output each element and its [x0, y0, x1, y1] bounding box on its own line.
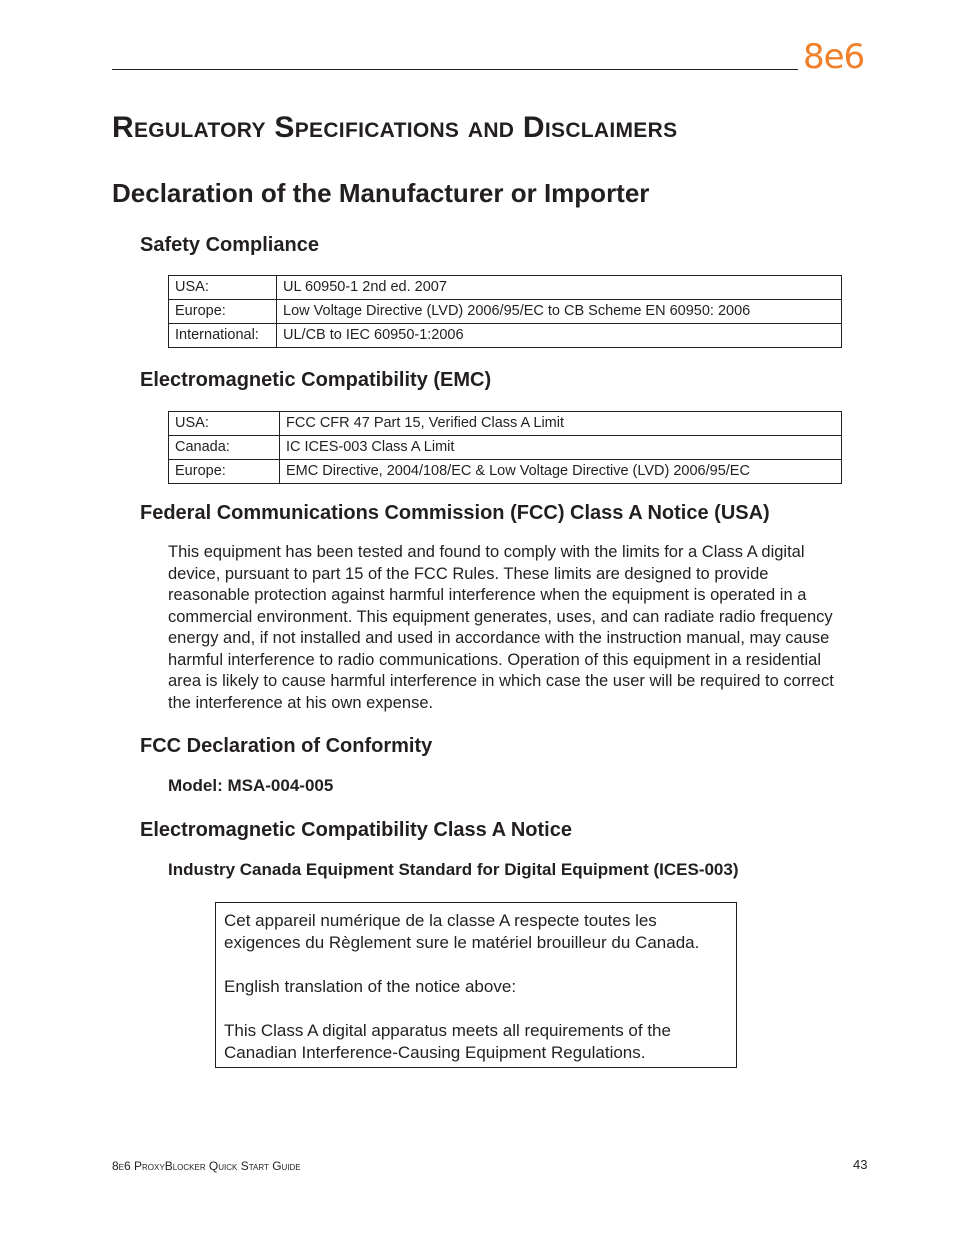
- table-cell-label: Europe:: [169, 460, 280, 484]
- table-cell-value: UL/CB to IEC 60950-1:2006: [277, 324, 842, 348]
- notice-translation-colon: :: [511, 977, 517, 996]
- model-label: Model: MSA-004-005: [168, 776, 334, 795]
- table-row: [169, 300, 842, 324]
- notice-english-text: This Class A digital apparatus meets all requirements of the Canadian Interference-Causing Equipment Regulations.: [224, 1021, 671, 1062]
- table-cell-label: USA:: [169, 412, 280, 436]
- table-row: [169, 412, 842, 436]
- notice-french-text: Cet appareil numérique de la classe A respecte toutes les exigences du Règlement sure le matériel brouilleur du Canada.: [224, 911, 700, 952]
- table-cell-value: EMC Directive, 2004/108/EC & Low Voltage Directive (LVD) 2006/95/EC: [280, 460, 842, 484]
- table-cell-label: Europe:: [169, 300, 277, 324]
- ices-subheading: Industry Canada Equipment Standard for Digital Equipment (ICES-003): [168, 860, 739, 879]
- fcc-heading: Federal Communications Commission (FCC) Class A Notice (USA): [140, 502, 770, 524]
- conformity-heading: FCC Declaration of Conformity: [140, 735, 433, 757]
- table-cell-label: USA:: [169, 276, 277, 300]
- notice-translation-label: English translation of the notice above: [224, 977, 512, 996]
- table-cell-value: FCC CFR 47 Part 15, Verified Class A Limit: [280, 412, 842, 436]
- page-title: Regulatory Specifications and Disclaimers: [112, 111, 678, 144]
- section-title: Declaration of the Manufacturer or Importer: [112, 178, 650, 208]
- notice-translation-line: [224, 976, 728, 998]
- footer-page-number: 43: [853, 1157, 868, 1172]
- table-cell-label: Canada:: [169, 436, 280, 460]
- brand-logo: 8e6: [803, 37, 865, 77]
- footer-guide-title: 8e6 ProxyBlocker Quick Start Guide: [112, 1159, 301, 1173]
- ices-notice-box: [215, 902, 737, 1068]
- header-rule: [112, 69, 798, 70]
- class-a-heading: Electromagnetic Compatibility Class A Notice: [140, 819, 572, 841]
- table-cell-value: Low Voltage Directive (LVD) 2006/95/EC to CB Scheme EN 60950: 2006: [277, 300, 842, 324]
- safety-heading: Safety Compliance: [140, 234, 319, 256]
- table-row: [169, 436, 842, 460]
- table-cell-value: UL 60950-1 2nd ed. 2007: [277, 276, 842, 300]
- safety-table: [168, 275, 842, 348]
- table-cell-value: IC ICES-003 Class A Limit: [280, 436, 842, 460]
- emc-heading: Electromagnetic Compatibility (EMC): [140, 369, 492, 391]
- table-row: [169, 460, 842, 484]
- table-row: [169, 276, 842, 300]
- table-row: [169, 324, 842, 348]
- fcc-notice-text: This equipment has been tested and found to comply with the limits for a Class A digital device, pursuant to part 15 of the FCC Rules. These limits are designed to provide reasonable protection against harmful interference when the equipment is operated in a commercial environment. This equipment generates, uses, and can radiate radio frequency energy and, if not installed and used in accordance with the instruction manual, may cause harmful interference to radio communications. Operation of this equipment in a residential area is likely to cause harmful interference in which case the user will be required to correct the interference at his own expense.: [168, 543, 834, 712]
- emc-table: [168, 411, 842, 484]
- table-cell-label: International:: [169, 324, 277, 348]
